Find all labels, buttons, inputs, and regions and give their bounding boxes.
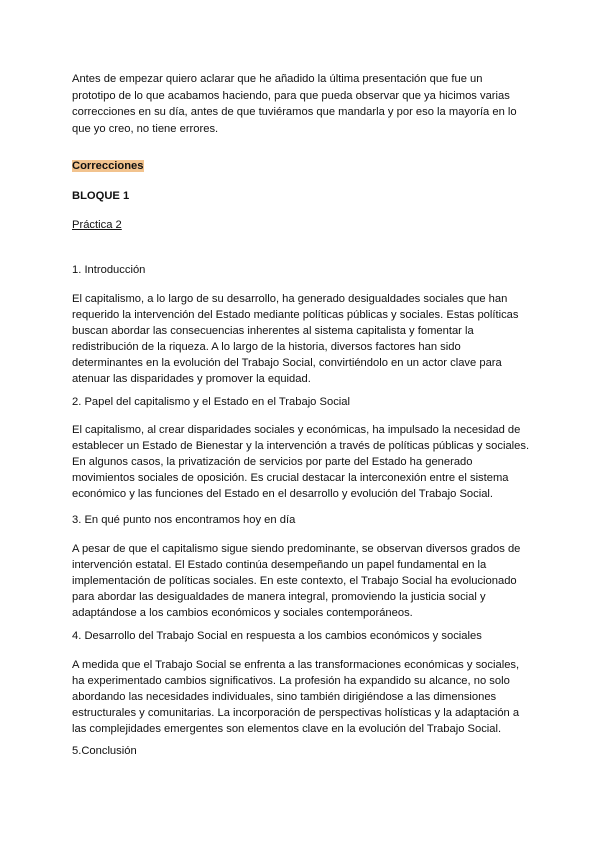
section-1-heading: 1. Introducción <box>72 264 146 276</box>
block-heading: BLOQUE 1 <box>72 190 130 202</box>
section-2-body: El capitalismo, al crear disparidades sociales y económicas, ha impulsado la necesidad de establecer un Estado de Bienestar y la intervención a través de políticas públicas y sociales. En algunos casos, la privatización de servicios por parte del Estado ha generado movimientos sociales de oposición. Es crucial destacar la interconexión entre el sistema económico y las funciones del Estado en el desarrollo y evolución del Trabajo Social. <box>72 424 530 500</box>
corrections-heading-text: Correcciones <box>72 160 144 172</box>
section-4-body: A medida que el Trabajo Social se enfrenta a las transformaciones económicas y sociales, ha experimentado cambios significativos. La profesión ha expandido su alcance, no solo abordando las necesidades individuales, sino también dirigiéndose a las dimensiones estructurales y comunitarias. La incorporación de perspectivas holísticas y la adaptación a las complejidades emergentes son elementos clave en la evolución del Trabajo Social. <box>72 659 520 735</box>
section-3-body: A pesar de que el capitalismo sigue siendo predominante, se observan diversos grados de intervención estatal. El Estado continúa desempeñando un papel fundamental en la implementación de políticas sociales. En este contexto, el Trabajo Social ha evolucionado para abordar las desigualdades de manera integral, promoviendo la justicia social y adaptándose a los cambios económicos y sociales contemporáneos. <box>72 543 521 619</box>
section-5-heading: 5.Conclusión <box>72 745 137 757</box>
practice-heading: Práctica 2 <box>72 219 122 231</box>
section-1-body: El capitalismo, a lo largo de su desarrollo, ha generado desigualdades sociales que han requerido la intervención del Estado mediante políticas públicas y sociales. Estas políticas buscan abordar las consecuencias inherentes al sistema capitalista y fomentar la redistribución de la riqueza. A lo largo de la historia, diversos factores han sido determinantes en la evolución del Trabajo Social, convirtiéndolo en un actor clave para atenuar las disparidades y promover la equidad. <box>72 293 519 385</box>
corrections-heading <box>72 160 532 172</box>
section-2-heading: 2. Papel del capitalismo y el Estado en el Trabajo Social <box>72 396 350 408</box>
intro-paragraph: Antes de empezar quiero aclarar que he añadido la última presentación que fue un prototipo de lo que acabamos haciendo, para que pueda observar que ya hicimos varias correcciones en su día, antes de que tuviéramos que mandarla y por eso la mayoría en lo que yo creo, no tiene errores. <box>72 73 517 135</box>
section-3-heading: 3. En qué punto nos encontramos hoy en día <box>72 514 296 526</box>
section-4-heading: 4. Desarrollo del Trabajo Social en respuesta a los cambios económicos y sociales <box>72 630 482 642</box>
